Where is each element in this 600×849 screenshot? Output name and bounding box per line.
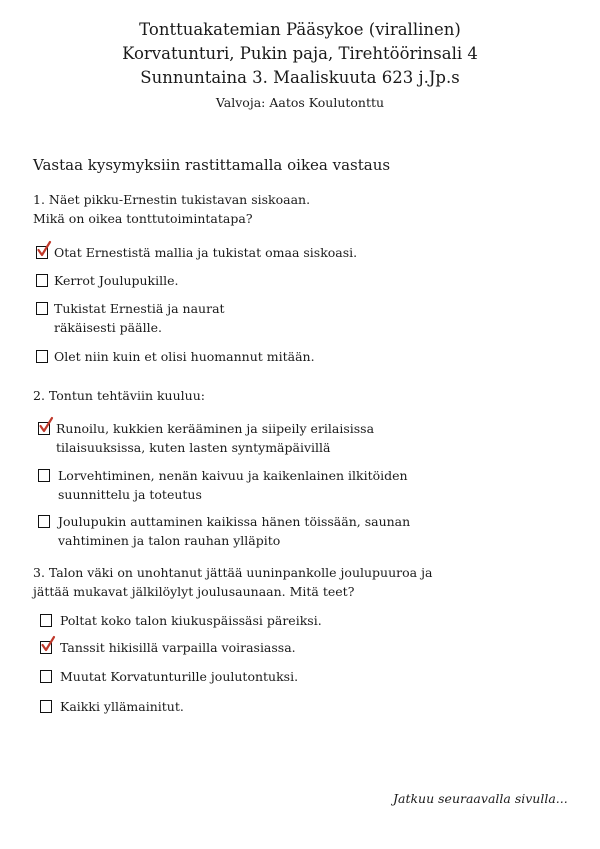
checkbox[interactable]: [36, 246, 48, 259]
option-label-continued: suunnittelu ja toteutus: [58, 487, 202, 502]
checkbox[interactable]: [40, 641, 52, 654]
checkbox[interactable]: [40, 670, 52, 683]
option-label: Poltat koko talon kiukuspäissäsi päreiksi.: [60, 613, 322, 628]
checkbox[interactable]: [36, 274, 48, 287]
checkbox[interactable]: [40, 700, 52, 713]
continue-note: Jatkuu seuraavalla sivulla...: [393, 791, 568, 806]
option-label: Tukistat Ernestiä ja naurat: [54, 301, 225, 316]
question-2-line-1: 2. Tontun tehtäviin kuuluu:: [33, 388, 205, 403]
question-1-line-2: Mikä on oikea tonttutoimintatapa?: [33, 211, 253, 226]
exam-date: Sunnuntaina 3. Maaliskuuta 623 j.Jp.s: [140, 68, 460, 87]
checkbox[interactable]: [40, 614, 52, 627]
question-1-prompt: [33, 190, 310, 228]
option-label: Olet niin kuin et olisi huomannut mitään.: [54, 349, 315, 364]
option-label: Joulupukin auttaminen kaikissa hänen töissään, saunan: [58, 514, 411, 529]
option-label: Tanssit hikisillä varpailla voirasiassa.: [60, 640, 296, 655]
checkbox[interactable]: [38, 422, 50, 435]
question-1-line-1: 1. Näet pikku-Ernestin tukistavan siskoaan.: [33, 192, 311, 207]
checkbox[interactable]: [36, 350, 48, 363]
checkmark-icon: [39, 417, 53, 433]
checkbox[interactable]: [38, 469, 50, 482]
exam-location: Korvatunturi, Pukin paja, Tirehtöörinsali 4: [122, 44, 478, 63]
option-label: Otat Ernestistä mallia ja tukistat omaa siskoasi.: [54, 245, 358, 260]
checkbox[interactable]: [36, 302, 48, 315]
option-label: Muutat Korvatunturille joulutontuksi.: [60, 669, 299, 684]
question-3-prompt: [33, 563, 432, 601]
option-label-continued: räkäisesti päälle.: [54, 320, 162, 335]
checkbox[interactable]: [38, 515, 50, 528]
option-label: Runoilu, kukkien kerääminen ja siipeily erilaisissa: [56, 421, 375, 436]
checkmark-icon: [41, 636, 55, 652]
question-3-line-2: jättää mukavat jälkilöylyt joulusaunaan. Mitä teet?: [33, 584, 355, 599]
option-label-continued: vahtiminen ja talon rauhan ylläpito: [58, 533, 281, 548]
option-label: Kaikki yllämainitut.: [60, 699, 184, 714]
exam-supervisor: Valvoja: Aatos Koulutonttu: [215, 95, 385, 110]
question-3-line-1: 3. Talon väki on unohtanut jättää uuninpankolle joulupuuroa ja: [33, 565, 433, 580]
checkmark-icon: [37, 241, 51, 257]
option-label: Lorvehtiminen, nenän kaivuu ja kaikenlainen ilkitöiden: [58, 468, 408, 483]
question-2-prompt: [33, 386, 205, 405]
option-label-continued: tilaisuuksissa, kuten lasten syntymäpäivillä: [56, 440, 331, 455]
instructions: Vastaa kysymyksiin rastittamalla oikea vastaus: [33, 156, 391, 174]
exam-title: Tonttuakatemian Pääsykoe (virallinen): [139, 20, 461, 39]
option-label: Kerrot Joulupukille.: [54, 273, 179, 288]
